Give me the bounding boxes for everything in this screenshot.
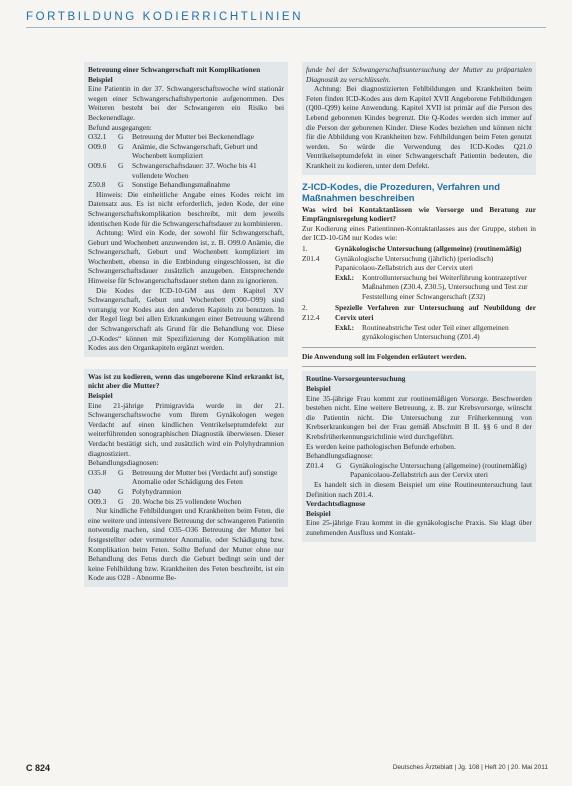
code-row: [88, 180, 284, 190]
diagnosis-label: Befund ausgegangen:: [88, 122, 152, 132]
continued-box: [302, 62, 536, 175]
side-letter: G: [118, 132, 124, 142]
section-closing: Die Anwendung soll im Folgenden erläutert werden.: [302, 351, 467, 361]
example-box-complications: [84, 62, 288, 357]
item-number: 2. Z12.4: [302, 303, 320, 323]
icd-code: O32.1: [88, 132, 107, 142]
code-row: [88, 468, 284, 487]
diagnosis-label: Behandlungsdiagnose:: [306, 451, 373, 461]
icd-code: O09.6: [88, 160, 107, 170]
code-row: [306, 461, 532, 471]
code-text: Schwangerschaftsdauer: 37. Woche bis 41 vollendete Wochen: [132, 160, 257, 180]
source-citation: Deutsches Ärzteblatt | Jg. 108 | Heft 20 | 20. Mai 2011: [392, 764, 548, 771]
exclusion-row: [335, 323, 536, 342]
code-text: Papanicolaou-Zellabstrich aus der Cervix uteri: [350, 470, 488, 480]
code-text: 20. Woche bis 25 vollendete Wochen: [132, 496, 242, 506]
item-body: [323, 303, 536, 341]
code-row: [88, 161, 284, 180]
exclusion-text: Kontrolluntersuchung bei Weiterführung kontrazeptiver Maßnahmen (Z30.4, Z30.5), Untersuchung und Test zur Feststellung einer Schwangerschaft (Z32): [362, 272, 528, 301]
item-body: [323, 244, 536, 302]
subheading: Verdachtsdiagnose: [306, 499, 366, 509]
note-paragraph: Hinweis: Die einheitliche Angabe eines Kodes reicht im Datensatz aus. Es ist nicht erforderlich, jeden Kode, der eine Schwangerschaftskomplikation beschreibt, mit dem jeweils identischen Kode für die Schwangerschaftsdauer zu kombinieren.: [88, 189, 284, 228]
code-text: Anämie, die Schwangerschaft, Geburt und Wochenbett kompliziert: [132, 141, 258, 161]
right-column: [302, 62, 536, 542]
icd-code: Z01.4: [306, 460, 324, 470]
section-divider: [302, 366, 536, 367]
header-divider: [26, 27, 546, 28]
code-text: Betreuung der Mutter bei (Verdacht auf) sonstige Anomalie oder Schädigung des Feten: [132, 467, 278, 487]
side-letter: G: [118, 486, 124, 496]
example-text: Eine Patientin in der 37. Schwangerschaftswoche wird stationär wegen einer Schwangerschaftshypertonie aufgenommen. Des Weiteren besteht bei der Schwangeren ein Risiko bei Beckenendlage.: [88, 84, 284, 122]
note-paragraph: Achtung: Bei diagnostizierten Fehlbildungen und Krankheiten beim Feten finden ICD-Kodes aus dem Kapitel XVII Angeborene Fehlbildungen (Q00–Q99) keine Anwendung. Kapitel XVII ist primär auf die Person des Lebend geborenen Kindes begrenzt. Die Q-Kodes werden sich immer auf die Person der geborenen Kinder. Diese Kodes beziehen und können nicht für die Abbildung von Krankheiten bzw. Fehlbildungen beim Feten genutzt werden. So würde die Verwendung des ICD-Kodes Q21.0 Ventrikelseptumdefekt in einer Schwangerschaft Patientin bedeuten, die Krankheit zu kodieren, unter dem Defekt.: [306, 84, 532, 170]
box-title: Betreuung einer Schwangerschaft mit Komplikationen: [88, 65, 261, 74]
example-label: Beispiel: [306, 384, 331, 394]
section-intro: Zur Kodierung eines Patientinnen-Kontaktanlasses aus der Gruppe, stehen in der ICD-10-GM nur Kodes wie:: [302, 223, 536, 243]
code-text: Polyhydramnion: [132, 486, 182, 496]
code-row: [88, 132, 284, 142]
icd-code: O35.8: [88, 467, 107, 477]
section-question: Was wird bei Kontaktanlässen wie Vorsorge und Beratung zur Empfängnisregelung kodiert?: [302, 204, 536, 224]
left-column: [84, 62, 288, 587]
page-header-title: FORTBILDUNG KODIERRICHTLINIEN: [26, 11, 304, 23]
exclusion-label: Exkl.:: [335, 272, 355, 282]
list-item: [302, 244, 536, 302]
icd-code: O09.3: [88, 496, 107, 506]
side-letter: G: [118, 180, 124, 190]
example-text: Eine 25-jährige Frau kommt in die gynäkologische Praxis. Sie klagt über zunehmenden Ausfluss und Kontakt-: [306, 518, 532, 537]
example-text: Eine 35-jährige Frau kommt zur routinemäßigen Vorsorge. Beschwerden bestehen nicht. Eine weitere Betreuung, z. B. zur Krebsvorsorge, wünscht die Patientin nicht. Die Untersuchung zur Früherkennung von Krebserkrankungen bei der Frau gemäß Abschnitt B II. §§ 6 und 8 der Krebsfrüherkennungsrichtlinie wird durchgeführt.: [306, 393, 532, 441]
item-heading: Gynäkologische Untersuchung (allgemeine) (routinemäßig): [335, 243, 522, 253]
code-row: [306, 470, 532, 480]
code-list: [88, 468, 284, 506]
note-paragraph: Achtung: Wird ein Kode, der sowohl für Schwangerschaft, Geburt und Wochenbett anzuwenden ist, z. B. O99.0 Anämie, die Schwangerschaft, Geburt und Wochenbett kompliziert im Wochenbett, ebenso in die Entbindung eingeschlossen, ist die Schwangerschaftsdauer zusätzlich anzugeben. Entsprechende Hinweise für Schwangerschaftsdauer stehen dann zu ignorieren.: [88, 228, 284, 286]
exclusion-row: [335, 273, 536, 302]
side-letter: G: [118, 160, 124, 170]
box-title: Routine-Vorsorgeuntersuchung: [306, 374, 406, 384]
example-label: Beispiel: [306, 508, 331, 518]
item-number: 1. Z01.4: [302, 243, 320, 263]
box-title: Was ist zu kodieren, wenn das ungeborene Kind erkrankt ist, nicht aber die Mutter?: [88, 371, 284, 391]
item-line: Gynäkologische Untersuchung (jährlich) (periodisch): [335, 253, 494, 263]
exclusion-text: Routineabstriche Test oder Teil einer allgemeinen gynäkologischen Untersuchung (Z01.4): [362, 322, 509, 342]
item-heading: Spezielle Verfahren zur Untersuchung auf Neubildung der Cervix uteri: [335, 303, 536, 323]
icd-code: O09.0: [88, 141, 107, 151]
code-row: [88, 497, 284, 507]
note-paragraph: Die Kodes der ICD-10-GM aus dem Kapitel XV Schwangerschaft, Geburt und Wochenbett (O00–O99) sind vorrangig vor Kodes aus den anderen Kapiteln zu benutzen. In der Regel liegt bei allen Erkrankungen einer Betreuung während der Schwangerschaft als Grund für die Behandlung vor. Diese „O-Kodes“ können mit Spezifizierung der Komplikation mit Kodes aus den Organkapiteln ergänzt werden.: [88, 285, 284, 353]
section-heading: Z-ICD-Kodes, die Prozeduren, Verfahren und Maßnahmen beschreiben: [302, 180, 500, 203]
example-box-routine: [302, 371, 536, 541]
side-letter: G: [118, 467, 124, 477]
section-divider: [302, 347, 536, 348]
example-label: Beispiel: [88, 74, 113, 84]
page-number: C 824: [26, 763, 51, 773]
continued-text: funde bei der Schwangerschaftsuntersuchung der Mutter zu präpartalen Diagnostik zu verschlüsseln.: [306, 65, 532, 84]
diagnosis-label: Behandlungsdiagnosen:: [88, 458, 159, 468]
icd-code: O40: [88, 486, 101, 496]
icd-code: Z50.8: [88, 180, 106, 190]
code-text: Betreuung der Mutter bei Beckenendlage: [132, 132, 254, 142]
exclusion-label: Exkl.:: [335, 322, 355, 332]
code-text: Sonstige Behandlungsmaßnahme: [132, 180, 231, 190]
side-letter: G: [336, 460, 342, 470]
code-row: [88, 487, 284, 497]
side-letter: G: [118, 496, 124, 506]
example-text: Eine 21-jährige Primigravida wurde in der 21. Schwangerschaftswoche vom Ihrem Gynäkologen wegen Verdacht auf einen kindlichen Ventrikelseptumdefekt zur weiterführenden sonographischen Diagnostik überwiesen. Dieser Verdacht bestätigt sich, und zusätzlich wird ein Polyhydramnion diagnostiziert.: [88, 400, 284, 458]
side-letter: G: [118, 141, 124, 151]
example-box-fetus: [84, 369, 288, 587]
list-item: [302, 303, 536, 341]
note-paragraph: Nur kindliche Fehlbildungen und Krankheiten beim Feten, die eine weitere und intensivere Betreuung der schwangeren Patientin notwendig machen, sind O35–O36 Betreuung der Mutter bei festgestellter oder vermuteter Anomalie, oder Schädigung bzw. Komplikation beim Feten. Sollte Befund der Mutter ohne nur Behandlung des Fetus durch die Geburt bedingt sein und der keine Fehlbildung bzw. Krankheiten des Feten beschreibt, ist ein Kode aus O28 - Abnorme Be-: [88, 506, 284, 583]
item-line: Papanicolaou-Zellabstrich aus der Cervix uteri: [335, 263, 473, 273]
code-row: [88, 142, 284, 161]
code-list: [88, 132, 284, 190]
note-paragraph: Es handelt sich in diesem Beispiel um eine Routineuntersuchung laut Definition nach Z01.4.: [306, 479, 532, 499]
code-text: Gynäkologische Untersuchung (allgemeine) (routinemäßig): [350, 460, 527, 470]
example-label: Beispiel: [88, 391, 113, 400]
example-text: Es werden keine pathologischen Befunde erhoben.: [306, 441, 456, 451]
